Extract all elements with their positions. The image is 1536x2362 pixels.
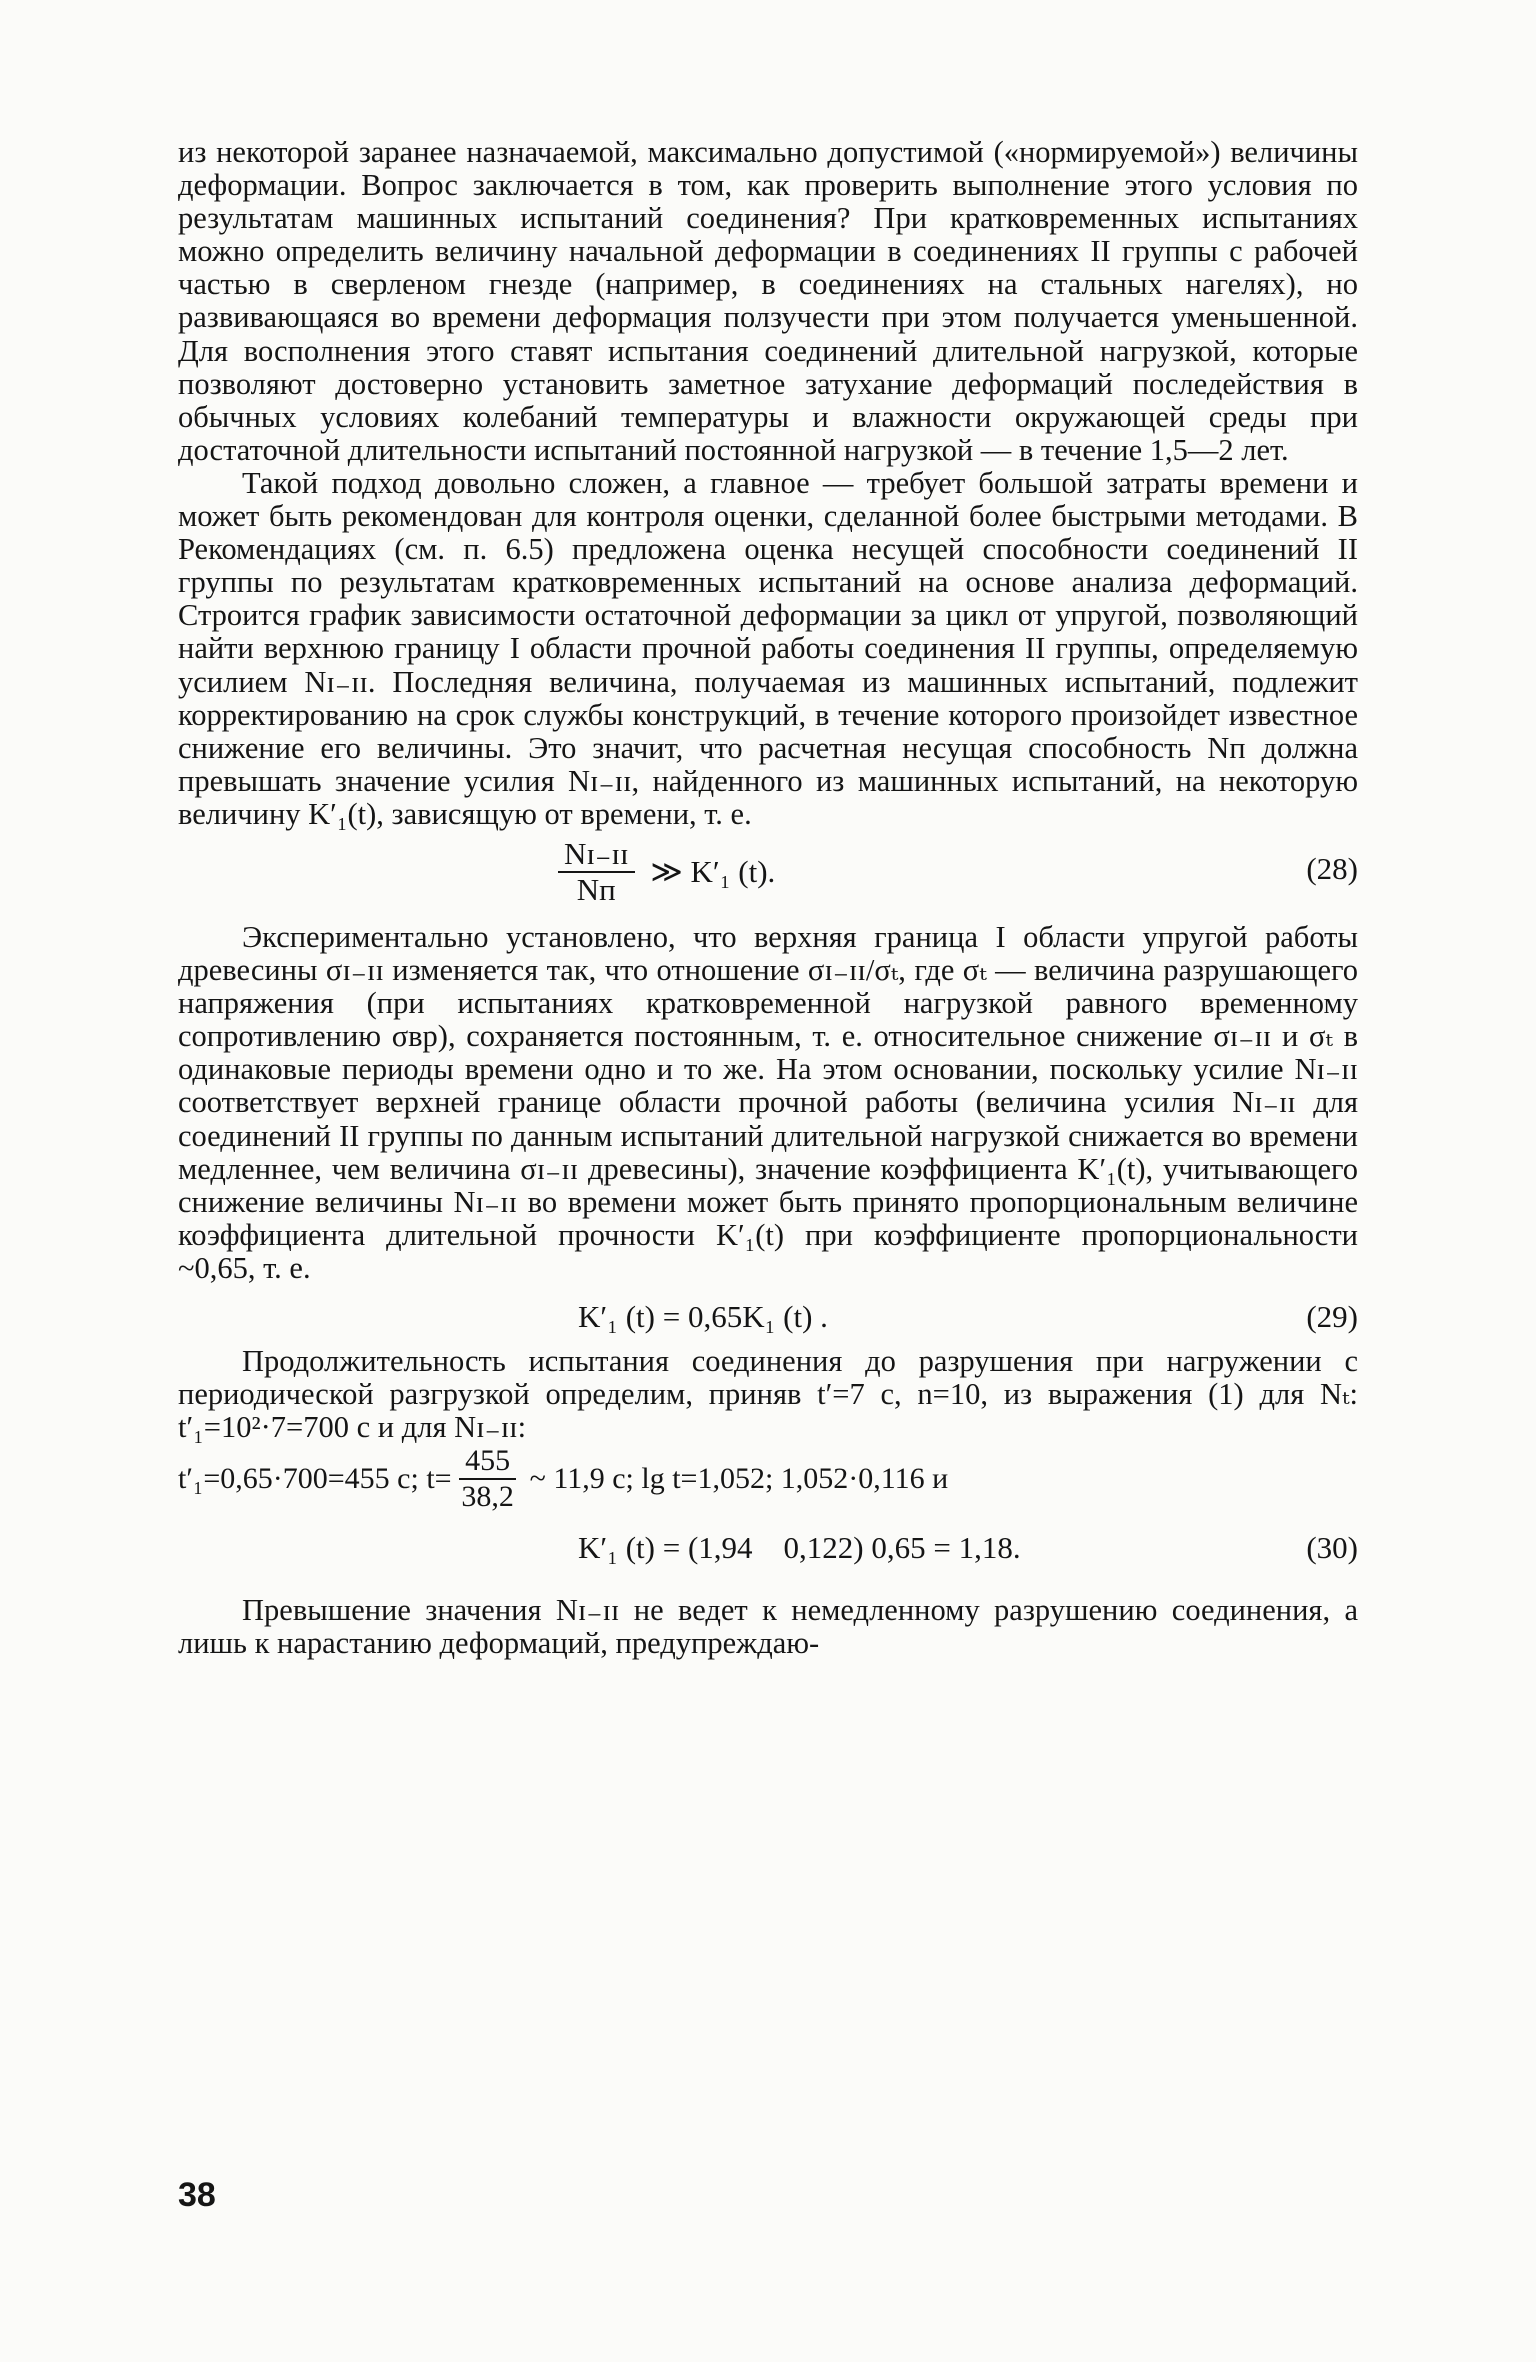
eq29-body: K′₁ (t) = 0,65K₁ (t) .: [578, 1299, 828, 1334]
text-column: [178, 136, 1358, 1660]
eq30-body: K′₁ (t) = (1,94 0,122) 0,65 = 1,18.: [578, 1530, 1021, 1566]
calc-numerator: 455: [459, 1444, 516, 1480]
eq28-denominator: Nп: [576, 871, 616, 907]
equation-28: [178, 837, 1358, 909]
paragraph-3: Экспериментально установлено, что верхняя граница I области упругой работы древесины σɪ₋ɪɪ изменяется так, что отношение σɪ₋ɪɪ/σₜ, где σₜ — величина разрушающего напряжения (при испытаниях кратковременной нагрузкой равного временному сопротивлению σвр), сохраняется постоянным, т. е. относительное снижение σɪ₋ɪɪ и σₜ в одинаковые периоды времени одно и то же. На этом основании, поскольку усилие Nɪ₋ɪɪ соответствует верхней границе области прочной работы (величина усилия Nɪ₋ɪɪ для соединений II группы по данным испытаний длительной нагрузкой снижается во времени медленнее, чем величина σɪ₋ɪɪ древесины), значение коэффициента K′₁(t), учитывающего снижение величины Nɪ₋ɪɪ во времени может быть принято пропорциональным величине коэффициента длительной прочности K′₁(t) при коэффициенте пропорциональности ~0,65, т. е.: [178, 919, 1358, 1285]
equation-29: [178, 1285, 1358, 1345]
calculation-line: [178, 1444, 1358, 1522]
eq28-label: (28): [1306, 850, 1358, 886]
eq28-numerator: Nɪ₋ɪɪ: [558, 837, 635, 873]
calc-right: ~ 11,9 с; lg t=1,052; 1,052·0,116 и: [529, 1462, 949, 1496]
paragraph-2: Такой подход довольно сложен, а главное — требует большой затраты времени и может быть рекомендован для контроля оценки, сделанной более быстрыми методами. В Рекомендациях (см. п. 6.5) предложена оценка несущей способности соединений II группы по результатам кратковременных испытаний на основе анализа деформаций. Строится график зависимости остаточной деформации за цикл от упругой, позволяющий найти верхнюю границу I области прочной работы соединения II группы, определяемую усилием Nɪ₋ɪɪ. Последняя величина, получаемая из машинных испытаний, подлежит корректированию на срок службы конструкций, в течение которого произойдет известное снижение его величины. Это значит, что расчетная несущая способность Nп должна превышать значение усилия Nɪ₋ɪɪ, найденного из машинных испытаний, на некоторую величину K′₁(t), зависящую от времени, т. е.: [178, 465, 1358, 831]
calc-fraction: [459, 1444, 516, 1514]
page-number: 38: [178, 2176, 216, 2214]
paragraph-1: из некоторой заранее назначаемой, максимально допустимой («нормируемой») величины деформации. Вопрос заключается в том, как проверить выполнение этого условия по результатам машинных испытаний соединения? При кратковременных испытаниях можно определить величину начальной деформации в соединениях II группы с рабочей частью в сверленом гнезде (например, в соединениях на стальных нагелях), но развивающаяся во времени деформация ползучести при этом получается уменьшенной. Для восполнения этого ставят испытания соединений длительной нагрузкой, которые позволяют достоверно установить заметное затухание деформаций последействия в обычных условиях колебаний температуры и влажности окружающей среды при достаточной длительности испытаний постоянной нагрузкой — в течение 1,5—2 лет.: [178, 135, 1358, 467]
calc-left: t′₁=0,65·700=455 с; t=: [178, 1462, 452, 1496]
calc-denominator: 38,2: [461, 1480, 514, 1514]
paragraph-5: Превышение значения Nɪ₋ɪɪ не ведет к немедленному разрушению соединения, а лишь к нарастанию деформаций, предупреждаю-: [178, 1593, 1358, 1661]
eq28-fraction: [558, 837, 635, 907]
paragraph-4: Продолжительность испытания соединения до разрушения при нагружении с периодической разгрузкой определим, приняв t′=7 с, n=10, из выражения (1) для Nₜ: t′₁=10²·7=700 с и для Nɪ₋ɪɪ:: [178, 1344, 1358, 1445]
eq28-rhs: ≫ K′₁ (t).: [650, 853, 776, 889]
equation-30: [178, 1522, 1358, 1582]
eq29-label: (29): [1306, 1299, 1358, 1334]
eq30-label: (30): [1306, 1530, 1358, 1566]
